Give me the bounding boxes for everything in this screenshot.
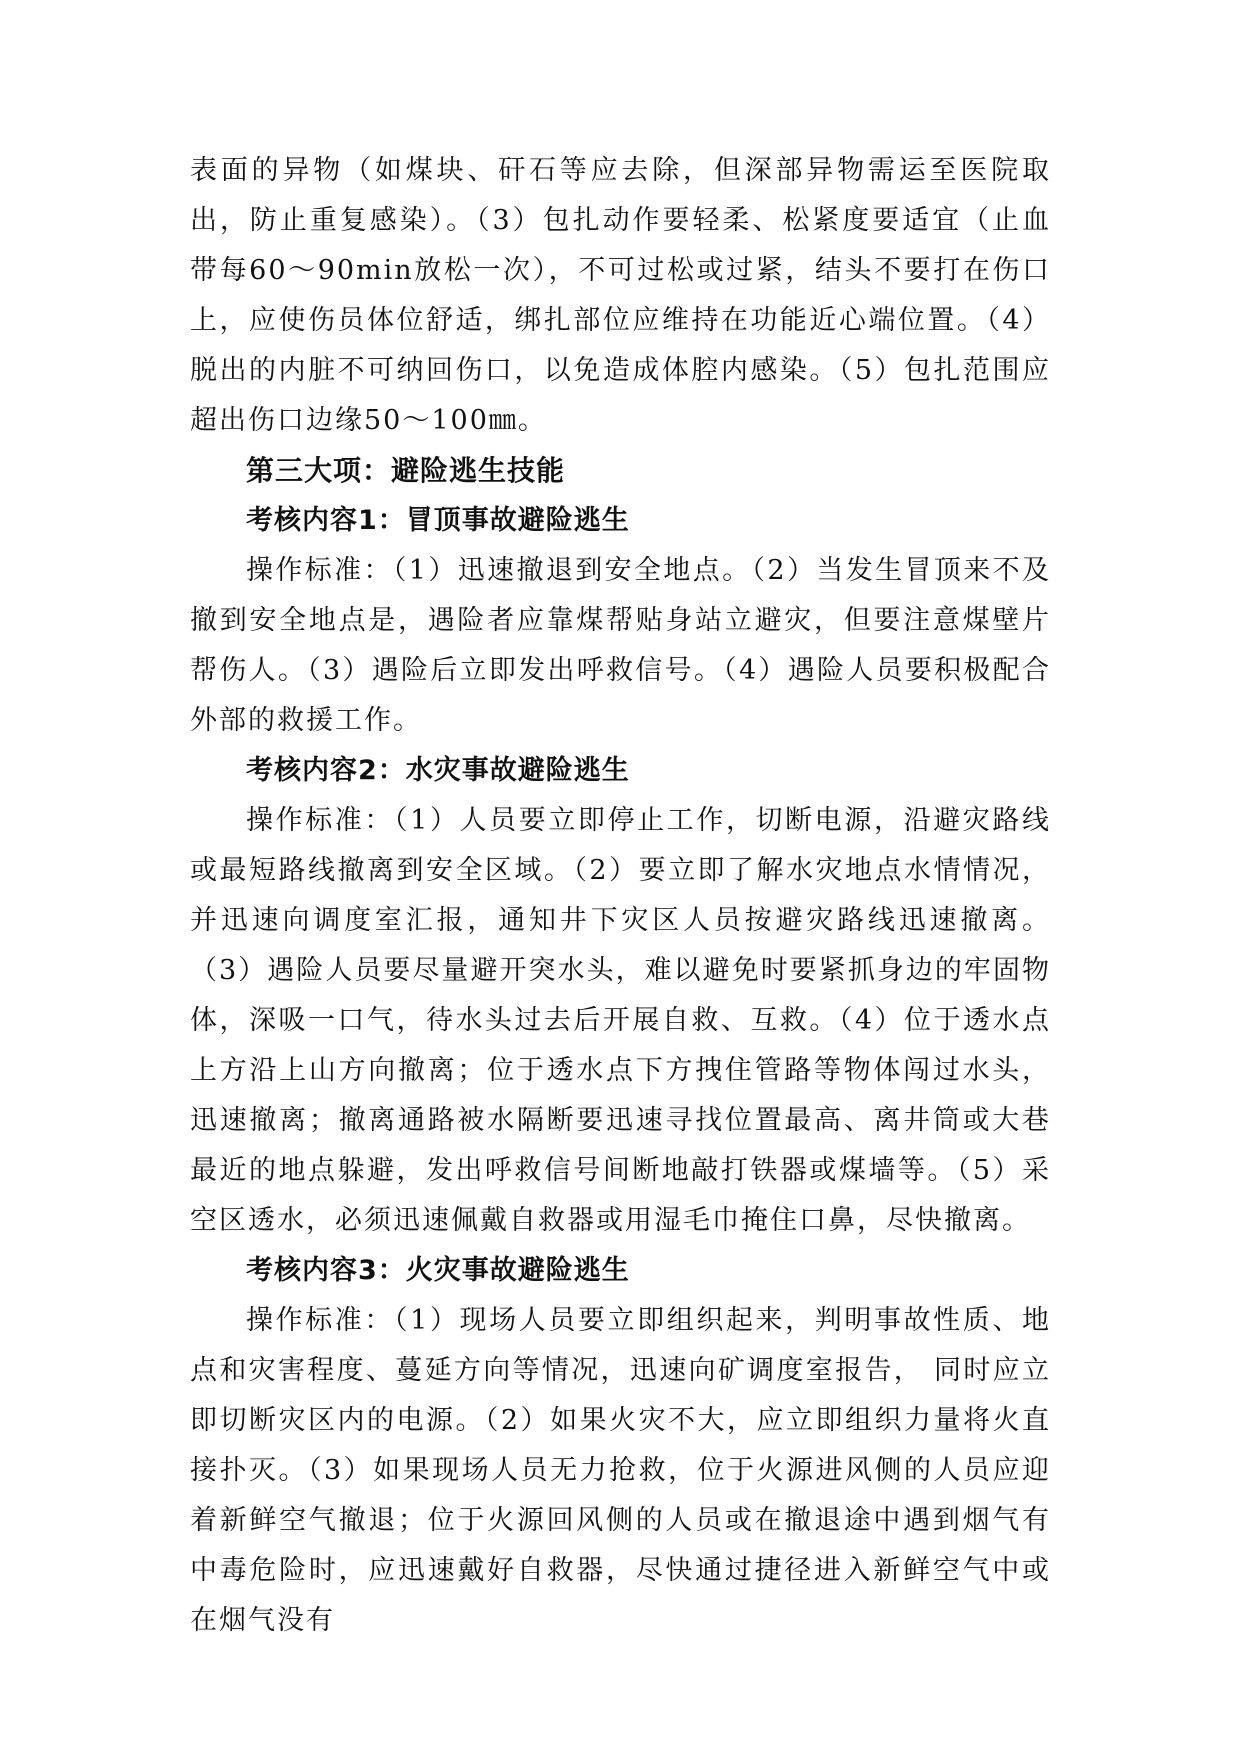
section-title: 第三大项：避险逃生技能: [246, 454, 566, 487]
item-heading-3: 考核内容3：火灾事故避险逃生: [246, 1255, 630, 1286]
continuation-paragraph: 表面的异物（如煤块、矸石等应去除，但深部异物需运至医院取出，防止重复感染）。（3）包扎动作要轻柔、松紧度要适宜（止血带每60～90min放松一次），不可过松或过紧，结头不要打在伤口上，应使伤员体位舒适，绑扎部位应维持在功能近心端位置。（4）脱出的内脏不可纳回伤口，以免造成体腔内感染。（5）包扎范围应超出伤口边缘50～100㎜。: [190, 155, 1051, 436]
item-paragraph-1: 操作标准：（1）迅速撤退到安全地点。（2）当发生冒顶来不及撤到安全地点是，遇险者应靠煤帮贴身站立避灾，但要注意煤壁片帮伤人。（3）遇险后立即发出呼救信号。（4）遇险人员要积极配合外部的救援工作。: [190, 555, 1051, 736]
item-heading-1: 考核内容1：冒顶事故避险逃生: [246, 505, 630, 536]
document-page: [190, 146, 1051, 1646]
item-paragraph-2: 操作标准：（1）人员要立即停止工作，切断电源，沿避灾路线或最短路线撤离到安全区域。（2）要立即了解水灾地点水情情况，并迅速向调度室汇报，通知井下灾区人员按避灾路线迅速撤离。（3）遇险人员要尽量避开突水头，难以避免时要紧抓身边的牢固物体，深吸一口气，待水头过去后开展自救、互救。（4）位于透水点上方沿上山方向撤离；位于透水点下方拽住管路等物体闯过水头，迅速撤离；撤离通路被水隔断要迅速寻找位置最高、离井筒或大巷最近的地点躲避，发出呼救信号间断地敲打铁器或煤墙等。（5）采空区透水，必须迅速佩戴自救器或用湿毛巾掩住口鼻，尽快撤离。: [190, 805, 1051, 1236]
item-paragraph-3: 操作标准：（1）现场人员要立即组织起来，判明事故性质、地点和灾害程度、蔓延方向等情况，迅速向矿调度室报告， 同时应立即切断灾区内的电源。（2）如果火灾不大，应立即组织力量将火直接扑灭。（3）如果现场人员无力抢救，位于火源进风侧的人员应迎着新鲜空气撤退；位于火源回风侧的人员或在撤退途中遇到烟气有中毒危险时，应迅速戴好自救器，尽快通过捷径进入新鲜空气中或在烟气没有: [190, 1305, 1051, 1636]
item-heading-2: 考核内容2：水灾事故避险逃生: [246, 755, 630, 786]
